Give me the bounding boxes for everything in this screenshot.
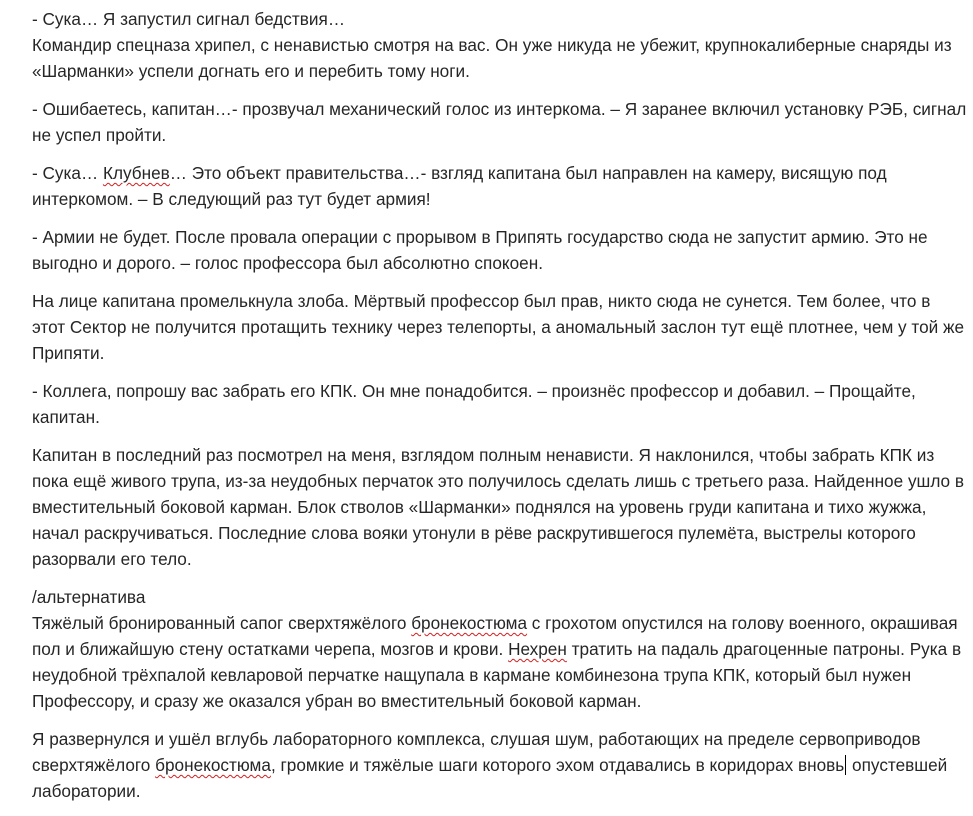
paragraph-3 — [32, 160, 968, 212]
misspelled-word[interactable]: бронекостюма — [155, 755, 271, 775]
p5-text: На лице капитана промелькнула злоба. Мёртвый профессор был прав, никто сюда не сунется. Тем более, что в этот Сектор не получится протащить технику через телепорты, а аномальный заслон тут ещё плотнее, чем у той же Припяти. — [32, 291, 965, 363]
misspelled-word[interactable]: бронекостюма — [411, 613, 528, 633]
paragraph-5 — [32, 288, 968, 366]
p1-line-1: - Сука… Я запустил сигнал бедствия… — [32, 9, 346, 29]
p8-part-b: с грохотом опустился на голову военного, окрашивая пол и ближайшую стену остатками черепа, мозгов и крови. — [32, 613, 958, 659]
paragraph-6 — [32, 378, 968, 430]
p6-text: - Коллега, попрошу вас забрать его КПК. Он мне понадобится. – произнёс профессор и добавил. – Прощайте, капитан. — [32, 381, 916, 427]
paragraph-4 — [32, 224, 968, 276]
p9-part-a: Я развернулся и ушёл вглубь лабораторного комплекса, слушая шум, работающих на пределе сервоприводов сверхтяжёлого — [32, 729, 921, 775]
paragraph-2 — [32, 96, 968, 148]
paragraph-7 — [32, 442, 968, 572]
paragraph-1 — [32, 6, 968, 84]
paragraph-9 — [32, 726, 968, 804]
alternative-heading: /альтернатива — [32, 587, 146, 607]
p3-before: - Сука… — [32, 163, 103, 183]
misspelled-word[interactable]: Клубнев — [102, 163, 170, 183]
document-body[interactable] — [32, 0, 968, 804]
p8-part-a: Тяжёлый бронированный сапог сверхтяжёлого — [32, 613, 412, 633]
misspelled-word[interactable]: Нехрен — [508, 639, 567, 659]
p9-part-c: опустевшей лаборатории. — [32, 755, 948, 801]
p3-after: … Это объект правительства…- взгляд капитана был направлен на камеру, висящую под интеркомом. – В следующий раз тут будет армия! — [32, 163, 887, 209]
p9-part-b: , громкие и тяжёлые шаги которого эхом отдавались в коридорах вновь — [270, 755, 845, 775]
paragraph-8 — [32, 584, 968, 714]
p7-text: Капитан в последний раз посмотрел на меня, взглядом полным ненависти. Я наклонился, чтобы забрать КПК из пока ещё живого трупа, из-за неудобных перчаток это получилось сделать лишь с третьего раза. Найденное ушло в вместительный боковой карман. Блок стволов «Шарманки» поднялся на уровень груди капитана и тихо жужжа, начал раскручиваться. Последние слова вояки утонули в рёве раскрутившегося пулемёта, выстрелы которого разорвали его тело. — [32, 445, 965, 569]
p2-text: - Ошибаетесь, капитан…- прозвучал механический голос из интеркома. – Я заранее включил установку РЭБ, сигнал не успел пройти. — [32, 99, 967, 145]
p4-text: - Армии не будет. После провала операции с прорывом в Припять государство сюда не запустит армию. Это не выгодно и дорого. – голос профессора был абсолютно спокоен. — [32, 227, 928, 273]
p8-part-c: тратить на падаль драгоценные патроны. Рука в неудобной трёхпалой кевларовой перчатке нащупала в кармане комбинезона трупа КПК, который был нужен Профессору, и сразу же оказался убран во вместительный боковой карман. — [32, 639, 962, 711]
p1-line-2: Командир спецназа хрипел, с ненавистью смотря на вас. Он уже никуда не убежит, крупнокалиберные снаряды из «Шарманки» успели догнать его и перебить тому ноги. — [32, 35, 952, 81]
